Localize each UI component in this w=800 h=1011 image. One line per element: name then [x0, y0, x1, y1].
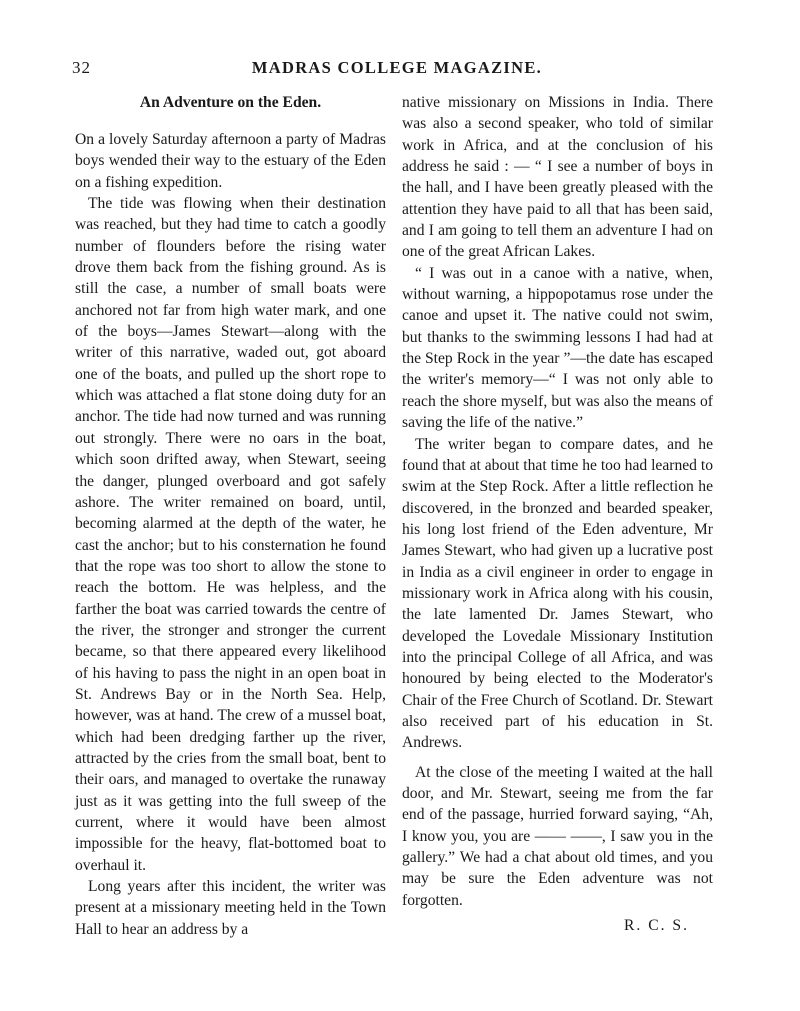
- article-title: An Adventure on the Eden.: [139, 94, 322, 111]
- paragraph: Long years after this incident, the writer was present at a missionary meeting held in the Town Hall to hear an address by a: [75, 878, 386, 938]
- paragraph: The tide was flowing when their destination was reached, but they had time to catch a goodly number of flounders before the rising water drove them back from the fishing ground. As is still the case, a number of small boats were anchored not far from high water mark, and one of the boys—James Stewart—along with the writer of this narrative, waded out, got aboard one of the boats, and pulled up the short rope to which was attached a flat stone doing duty for an anchor. The tide had now turned and was running out strongly. There were no oars in the boat, which soon drifted away, when Stewart, seeing the danger, plunged overboard and got safely ashore. The writer remained on board, until, becoming alarmed at the depth of the water, he cast the anchor; but to his consternation he found that the rope was too short to allow the stone to reach the bottom. He was helpless, and the farther the boat was carried towards the centre of the river, the stronger and stronger the current became, so that there appeared every likelihood of his having to pass the night in an open boat in St. Andrews Bay or in the North Sea. Help, however, was at hand. The crew of a mussel boat, which had been dredging farther up the river, attracted by the cries from the small boat, bent to their oars, and managed to overtake the runaway just as it was getting into the full sweep of the current, where it would have been almost impossible for the heavy, flat-bottomed boat to overhaul it.: [75, 195, 386, 874]
- paragraph: “ I was out in a canoe with a native, when, without warning, a hippopotamus rose under the canoe and upset it. The native could not swim, but thanks to the swimming lessons I had had at the Step Rock in the year ”—the date has escaped the writer's memory—“ I was not only able to reach the shore myself, but was also the means of saving the life of the native.”: [402, 264, 713, 432]
- paragraph: The writer began to compare dates, and he found that at about that time he too had learned to swim at the Step Rock. After a little reflection he discovered, in the bronzed and bearded speaker, his long lost friend of the Eden adventure, Mr James Stewart, who had given up a lucrative post in India as a civil engineer in order to engage in missionary work in Africa along with his cousin, the late lamented Dr. James Stewart, who developed the Lovedale Missionary Institution into the principal College of all Africa, and was honoured by being elected to the Moderator's Chair of the Free Church of Scotland. Dr. Stewart also received part of his education in St. Andrews.: [402, 435, 713, 752]
- magazine-title: MADRAS COLLEGE MAGAZINE.: [251, 58, 543, 77]
- paragraph: On a lovely Saturday afternoon a party of Madras boys wended their way to the estuary of the Eden on a fishing expedition.: [75, 131, 386, 191]
- paragraph: At the close of the meeting I waited at the hall door, and Mr. Stewart, seeing me from the far end of the passage, hurried forward saying, “Ah, I know you, you are —— ——, I saw you in the gallery.” We had a chat about old times, and you may be sure the Eden adventure was not forgotten.: [402, 763, 713, 909]
- author-signature: R. C. S.: [624, 917, 689, 935]
- page-number: 32: [72, 58, 91, 77]
- left-column: [75, 92, 386, 940]
- page-header: [72, 58, 722, 84]
- right-column: [402, 92, 713, 936]
- paragraph: native missionary on Missions in India. There was also a second speaker, who told of similar work in Africa, and at the conclusion of his address he said : — “ I see a number of boys in the hall, and I have been greatly pleased with the attention they have paid to all that has been said, and I am going to tell them an adventure I had on one of the great African Lakes.: [402, 94, 713, 261]
